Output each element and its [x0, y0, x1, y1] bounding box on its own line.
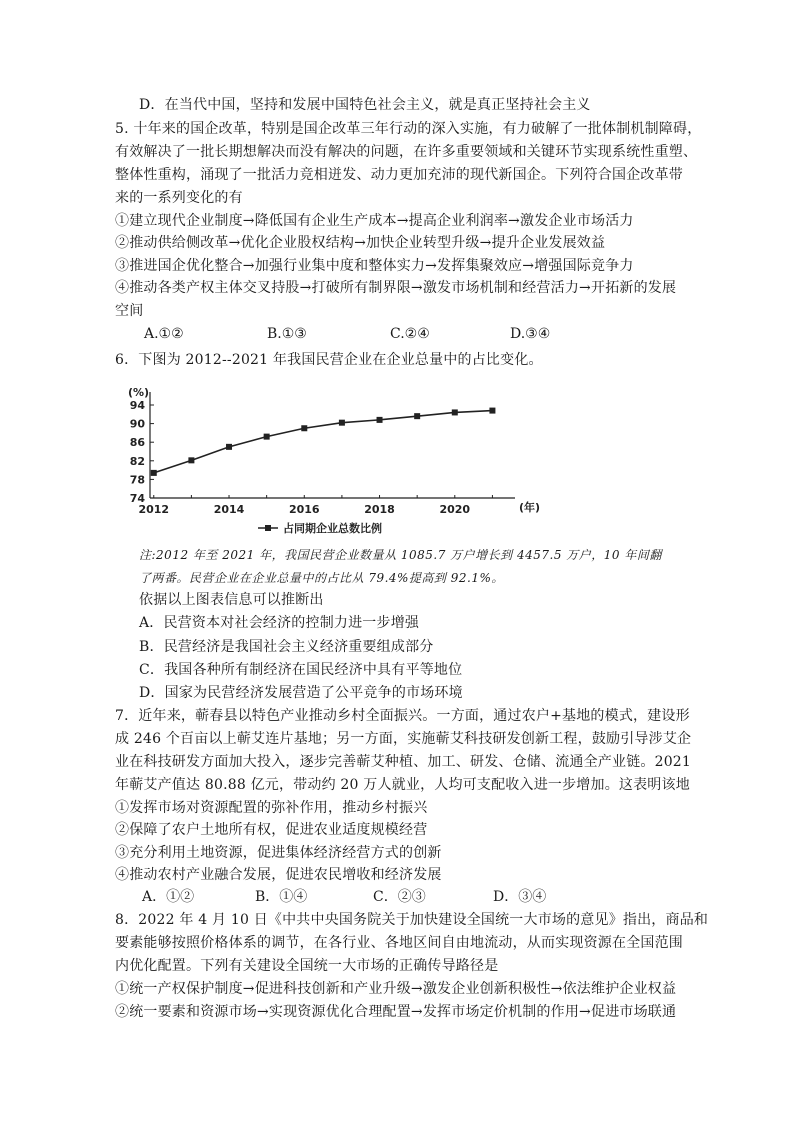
q5-stem-line: 整体性重构，涌现了一批活力竞相迸发、动力更加充沛的现代新国企。下列符合国企改革带 [115, 167, 683, 183]
x-tick-label: 2016 [288, 503, 320, 516]
y-tick-label: 90 [129, 417, 145, 431]
data-point [264, 434, 270, 440]
q5-item: 空间 [115, 303, 144, 319]
q6-option-a: A．民营资本对社会经济的控制力进一步增强 [139, 615, 420, 631]
series-line [154, 411, 493, 473]
data-point [489, 408, 495, 414]
x-axis-label: (年) [519, 501, 540, 514]
y-tick-label: 86 [129, 436, 145, 450]
q7-stem-line: 年蕲艾产值达 80.88 亿元，带动约 20 万人就业，人均可支配收入进一步增加。这表明该地 [115, 777, 690, 793]
q4-option-d: D．在当代中国，坚持和发展中国特色社会主义，就是真正坚持社会主义 [139, 97, 591, 113]
x-tick-label: 2018 [364, 503, 395, 516]
y-axis-label: (%) [128, 386, 150, 399]
y-tick-label: 94 [129, 399, 145, 412]
q7-stem-line: 成 246 个百亩以上蕲艾连片基地；另一方面，实施蕲艾科技研发创新工程，鼓励引导涉艾企 [115, 731, 692, 747]
q6-option-b: B．民营经济是我国社会主义经济重要组成部分 [139, 639, 434, 655]
q6-question: 依据以上图表信息可以推断出 [139, 592, 324, 608]
q5-item: ②推动供给侧改革→优化企业股权结构→加快企业转型升级→提升企业发展效益 [115, 235, 606, 251]
x-tick-label: 2014 [213, 503, 245, 516]
legend-marker [265, 525, 271, 531]
q7-option-a: A．①② [142, 889, 195, 905]
data-point [226, 444, 232, 450]
q7-item: ②保障了农户土地所有权，促进农业适度规模经营 [115, 822, 428, 838]
legend-label: 占同期企业总数比例 [283, 522, 382, 535]
data-point [339, 420, 345, 426]
q5-stem-line: 有效解决了一批长期想解决而没有解决的问题，在许多重要领域和关键环节实现系统性重塑、 [115, 144, 698, 160]
data-point [301, 425, 307, 431]
data-point [414, 413, 420, 419]
data-point [151, 470, 157, 476]
q7-option-b: B．①④ [255, 889, 308, 905]
q5-item: ③推进国企优化整合→加强行业集中度和整体实力→发挥集聚效应→增强国际竞争力 [115, 258, 634, 274]
x-tick-label: 2020 [439, 503, 471, 516]
q6-option-c: C．我国各种所有制经济在国民经济中具有平等地位 [139, 662, 463, 678]
q7-item: ③充分利用土地资源，促进集体经济经营方式的创新 [115, 845, 442, 861]
q6-option-d: D．国家为民营经济发展营造了公平竞争的市场环境 [139, 685, 463, 701]
q8-stem-line: 内优化配置。下列有关建设全国统一大市场的正确传导路径是 [115, 958, 499, 974]
x-tick-label: 2012 [138, 503, 170, 516]
y-tick-label: 78 [129, 473, 145, 487]
q8-stem-line: 8．2022 年 4 月 10 日《中共中央国务院关于加快建设全国统一大市场的意见》指出，商品和 [115, 912, 709, 928]
q8-item: ②统一要素和资源市场→实现资源优化合理配置→发挥市场定价机制的作用→促进市场联通 [115, 1004, 677, 1020]
y-tick-label: 82 [129, 454, 145, 468]
q7-item: ①发挥市场对资源配置的弥补作用，推动乡村振兴 [115, 800, 428, 816]
data-point [188, 457, 194, 463]
y-tick-label: 74 [129, 492, 145, 505]
q8-stem-line: 要素能够按照价格体系的调节，在各行业、各地区间自由地流动，从而实现资源在全国范围 [115, 935, 683, 951]
q7-item: ④推动农村产业融合发展，促进农民增收和经济发展 [115, 867, 442, 883]
line-chart [110, 378, 540, 538]
q6-note-line: 注:2012 年至 2021 年，我国民营企业数量从 1085.7 万户增长到 4457.5 万户，10 年间翻 [139, 548, 662, 562]
q5-item: ①建立现代企业制度→降低国有企业生产成本→提高企业利润率→激发企业市场活力 [115, 213, 634, 229]
q5-item: ④推动各类产权主体交叉持股→打破所有制界限→激发市场机制和经营活力→开拓新的发展 [115, 280, 677, 296]
q5-option-a: A.①② [144, 326, 184, 342]
q5-option-b: B.①③ [267, 326, 307, 342]
q6-note-line: 了两番。民营企业在企业总量中的占比从 79.4%提高到 92.1%。 [139, 571, 504, 585]
q8-item: ①统一产权保护制度→促进科技创新和产业升级→激发企业创新积极性→依法维护企业权益 [115, 981, 677, 997]
data-point [452, 409, 458, 415]
q7-stem-line: 7．近年来，蕲春县以特色产业推动乡村全面振兴。一方面，通过农户+基地的模式，建设形 [115, 708, 690, 724]
q6-stem: 6．下图为 2012--2021 年我国民营企业在企业总量中的占比变化。 [115, 352, 543, 368]
q5-stem-line: 来的一系列变化的有 [115, 190, 243, 206]
q5-option-d: D.③④ [510, 326, 551, 342]
data-point [377, 417, 383, 423]
q7-option-c: C．②③ [373, 889, 426, 905]
q5-stem-line: 5. 十年来的国企改革，特别是国企改革三年行动的深入实施，有力破解了一批体制机制障碍， [115, 121, 702, 137]
q5-option-c: C.②④ [390, 326, 430, 342]
q7-stem-line: 业在科技研发方面加大投入，逐步完善蕲艾种植、加工、研发、仓储、流通全产业链。2021 [115, 754, 692, 770]
q7-option-d: D．③④ [493, 889, 547, 905]
